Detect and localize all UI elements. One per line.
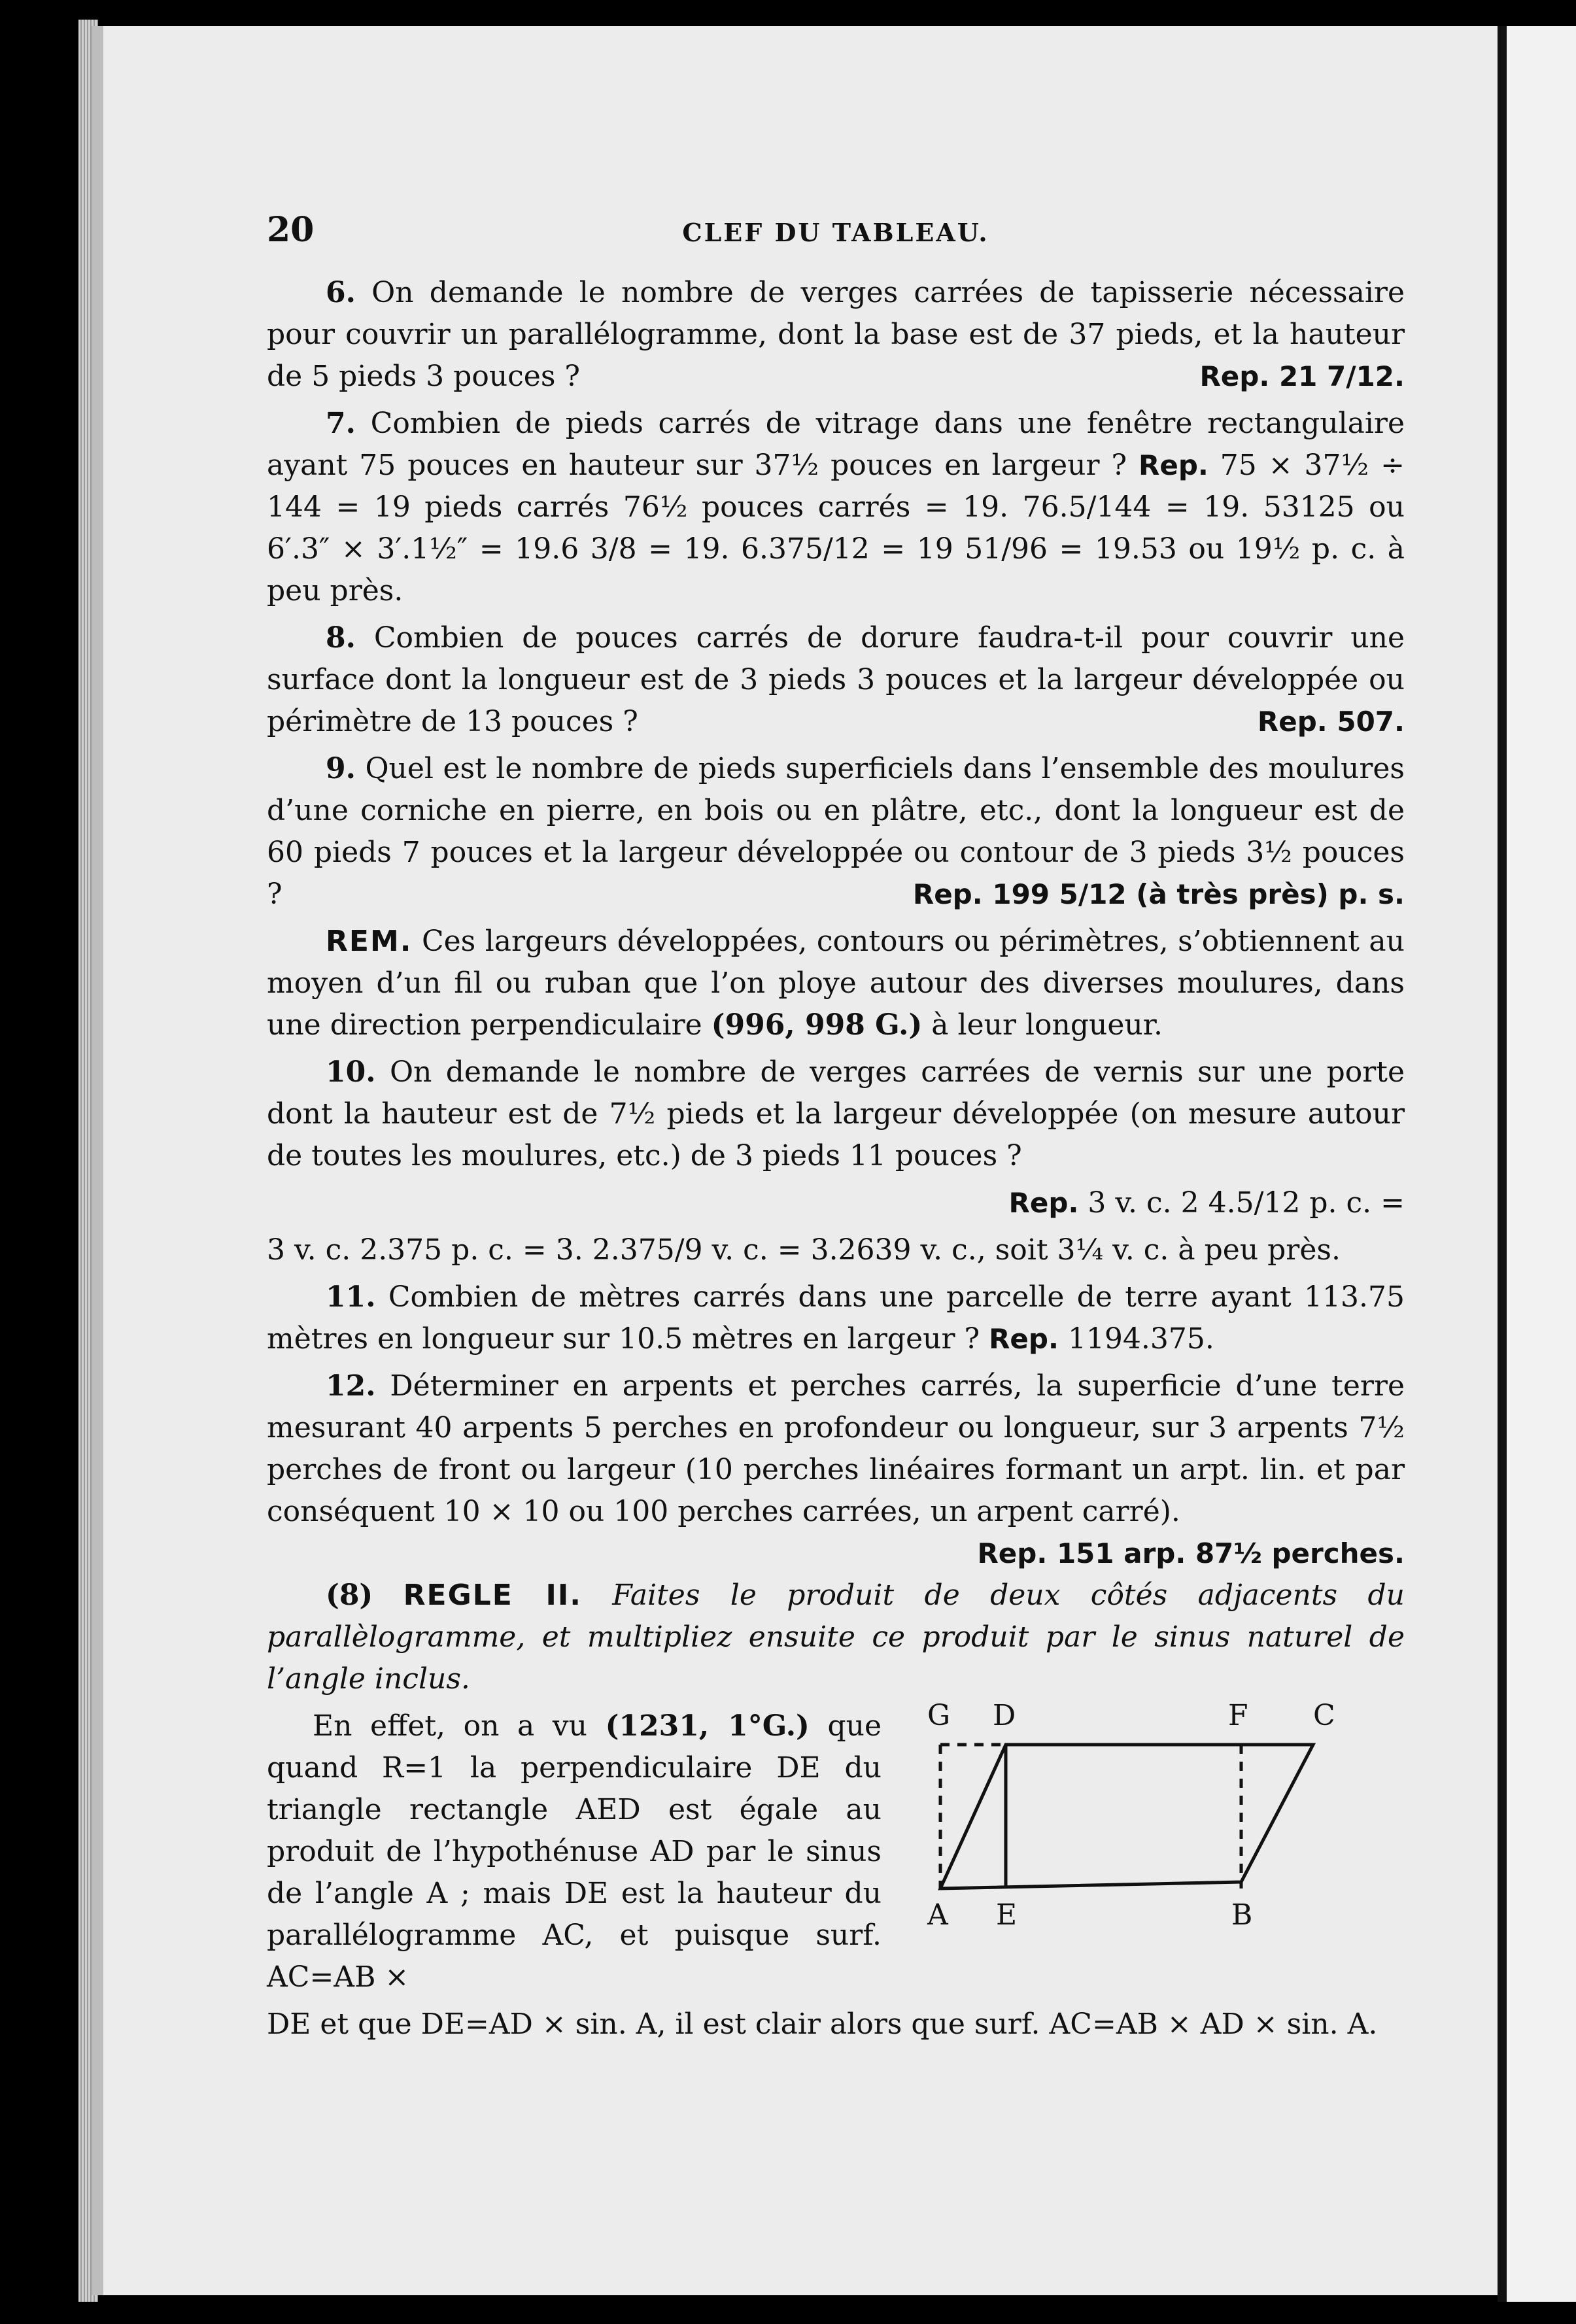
problem-text: Combien de mètres carrés dans une parcelle de terre ayant 113.75 mètres en longueur sur 10.5 mètres en largeur ? [267, 1280, 1405, 1356]
problem-10-answer-cont [267, 1229, 1405, 1271]
running-title: CLEF DU TABLEAU. [682, 218, 989, 247]
problem-number: 10. [326, 1055, 376, 1089]
problem-text: On demande le nombre de verges carrées de vernis sur une porte dont la hauteur est de 7½ pieds et la largeur développée (on mesure autour de toutes les moulures, etc.) de 3 pieds 11 pouces ? [267, 1055, 1405, 1172]
problem-number: 7. [326, 407, 356, 440]
answer-label: Rep. [1008, 1187, 1079, 1219]
rule-label: REGLE II. [403, 1579, 582, 1612]
problem-number: 8. [326, 621, 356, 655]
answer-value: 75 × 37½ ÷ 144 = 19 pieds carrés 76½ pouces carrés = 19. 76.5/144 = 19. 53125 ou 6′.3″ × 3′.1½″ = 19.6 3/8 = 19. 6.375/12 = 19 51/96 = 19.53 ou 19½ p. c. à peu près. [267, 449, 1405, 607]
problem-text: Quel est le nombre de pieds superficiels dans l’ensemble des moulures d’une corniche en pierre, en bois ou en plâtre, etc., dont la longueur est de 60 pieds 7 pouces et la largeur développée ou contour de 3 pieds 3½ pouces ? [267, 752, 1405, 911]
facing-page-edge [1498, 26, 1576, 2302]
answer-label: Rep. [1139, 449, 1208, 481]
proof-block [267, 1699, 1405, 2045]
problem-8 [267, 617, 1405, 743]
page-header [267, 209, 1405, 255]
rule-text: Faites le produit de deux côtés adjacents du parallèlogramme, et multipliez ensuite ce produit par le sinus naturel de l’angle inclus. [267, 1579, 1405, 1696]
answer-label: Rep. 151 arp. 87½ perches. [977, 1537, 1405, 1569]
remark-text-end: à leur longueur. [931, 1008, 1163, 1042]
label-B: B [1231, 1898, 1253, 1932]
problem-number: 11. [326, 1280, 376, 1314]
answer-value: 151 arp. 87½ perches. [1056, 1537, 1405, 1569]
answer-label: Rep. 21 7/12. [1199, 360, 1405, 392]
parallelogram-ABCD [940, 1745, 1313, 1888]
problem-number: 9. [326, 752, 356, 785]
remark-reference: (996, 998 G.) [711, 1008, 923, 1042]
answer-value: 199 5/12 (à très près) p. s. [992, 878, 1405, 910]
problem-7 [267, 403, 1405, 612]
proof-reference: (1231, 1°G.) [605, 1709, 810, 1743]
label-E: E [996, 1898, 1018, 1932]
answer-label: Rep. 507. [1257, 706, 1405, 738]
problem-11 [267, 1276, 1405, 1360]
rule-2 [267, 1575, 1405, 1700]
label-C: C [1313, 1699, 1335, 1732]
problem-text: Combien de pieds carrés de vitrage dans une fenêtre rectangulaire ayant 75 pouces en hauteur sur 37½ pouces en largeur ? [267, 407, 1405, 482]
problem-text: Déterminer en arpents et perches carrés, la superficie d’une terre mesurant 40 arpents 5 perches en profondeur ou longueur, sur 3 arpents 7½ perches de front ou largeur (10 perches linéaires formant un arpt. lin. et par conséquent 10 × 10 ou 100 perches carrées, un arpent carré). [267, 1369, 1405, 1528]
proof-text: En effet, on a vu (1231, 1°G.) que quand R=1 la perpendiculaire DE du triangle rectangle AED est égale au produit de l’hypothénuse AD par le sinus de l’angle A ; mais DE est la hauteur du parallélogramme AC, et puisque surf. AC=AB × [267, 1709, 882, 1994]
answer-value: 3 v. c. 2 4.5/12 p. c. = [1088, 1186, 1405, 1220]
answer-value-continued: 3 v. c. 2.375 p. c. = 3. 2.375/9 v. c. = 3.2639 v. c., soit 3¼ v. c. à peu près. [267, 1233, 1341, 1267]
problem-9 [267, 748, 1405, 915]
proof-text-end: DE et que DE=AD × sin. A, il est clair alors que surf. AC=AB × AD × sin. A. [267, 2008, 1378, 2041]
page-number: 20 [267, 210, 315, 250]
label-F: F [1228, 1699, 1248, 1732]
answer-value: 1194.375. [1067, 1322, 1214, 1356]
problem-number: 12. [326, 1369, 376, 1403]
remark [267, 921, 1405, 1046]
problem-10-answer [267, 1182, 1405, 1224]
answer-value: 507. [1337, 706, 1405, 738]
problem-10 [267, 1051, 1405, 1177]
answer-value: 21 7/12. [1278, 360, 1405, 392]
label-D: D [993, 1699, 1016, 1732]
label-A: A [927, 1898, 948, 1932]
parallelogram-diagram [921, 1699, 1405, 1934]
problem-number: 6. [326, 276, 356, 309]
page-content [267, 209, 1405, 2051]
remark-label: REM. [326, 925, 413, 958]
rule-reference: (8) [326, 1579, 373, 1612]
problem-text: On demande le nombre de verges carrées de tapisserie nécessaire pour couvrir un parallélogramme, dont la base est de 37 pieds, et la hauteur de 5 pieds 3 pouces ? [267, 276, 1405, 393]
remark-text: Ces largeurs développées, contours ou périmètres, s’obtiennent au moyen d’un fil ou ruban que l’on ploye autour des diverses moulures, dans une direction perpendiculaire [267, 925, 1405, 1042]
problem-12 [267, 1365, 1405, 1569]
problem-text: Combien de pouces carrés de dorure faudra-t-il pour couvrir une surface dont la longueur est de 3 pieds 3 pouces et la largeur développée ou périmètre de 13 pouces ? [267, 621, 1405, 738]
answer-label: Rep. [989, 1323, 1059, 1355]
label-G: G [927, 1699, 951, 1732]
answer-label: Rep. 199 5/12 (à très près) p. s. [912, 878, 1405, 910]
problem-6 [267, 272, 1405, 398]
